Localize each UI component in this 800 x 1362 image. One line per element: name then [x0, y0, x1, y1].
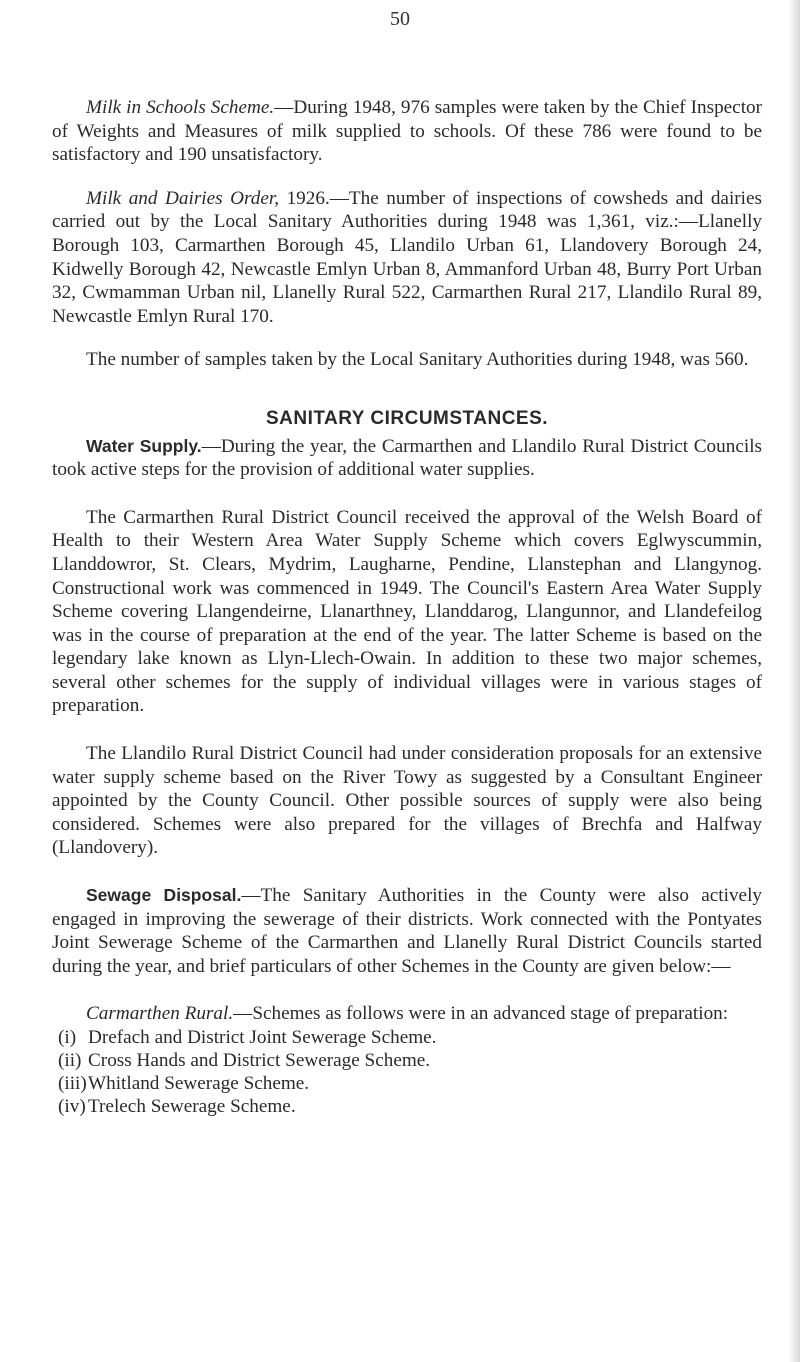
- page-number: 50: [390, 8, 410, 30]
- list-item-number: (ii): [58, 1050, 82, 1071]
- sewage-disposal-paragraph: [52, 884, 762, 978]
- milk-dairies-label: Milk and Dairies Order,: [86, 187, 280, 209]
- water-supply-text: —During the year, the Carmarthen and Llandilo Rural District Councils took active steps for the provision of additional water supplies.: [52, 435, 762, 481]
- milk-in-schools-paragraph: [52, 96, 762, 167]
- milk-dairies-paragraph: [52, 187, 762, 329]
- list-item: [58, 1072, 762, 1095]
- section-heading: SANITARY CIRCUMSTANCES.: [265, 407, 549, 429]
- list-item-number: (i): [58, 1027, 77, 1048]
- samples-paragraph: The number of samples taken by the Local Sanitary Authorities during 1948, was 560.: [86, 349, 749, 371]
- carmarthen-water-paragraph: The Carmarthen Rural District Council received the approval of the Welsh Board of Health to their Western Area Water Supply Scheme which covers Eglwyscummin, Llanddowror, St. Clears, Mydrim, Laugharne, Pendine, Llanstephan and Llangynog. Constructional work was commenced in 1949. The Council's Eastern Area Water Supply Scheme covering Llangendeirne, Llanarthney, Llanddarog, Llangunnor, and Llandefeilog was in the course of preparation at the end of the year. The latter Scheme is based on the legendary lake known as Llyn-Llech-Owain. In addition to these two major schemes, several other schemes for the supply of individual villages were in various stages of preparation.: [52, 506, 762, 717]
- list-item: [58, 1026, 762, 1049]
- sewage-disposal-label: Sewage Disposal.: [86, 885, 242, 906]
- scheme-list: [52, 1026, 762, 1118]
- list-item-text: Trelech Sewerage Scheme.: [88, 1096, 296, 1117]
- water-supply-label: Water Supply.: [86, 435, 202, 456]
- milk-in-schools-text: —During 1948, 976 samples were taken by the Chief Inspector of Weights and Measures of milk supplied to schools. Of these 786 were found to be satisfactory and 190 unsatisfactory.: [52, 97, 763, 166]
- page-edge-shadow: [788, 0, 800, 1362]
- list-item: [58, 1049, 762, 1072]
- list-item-text: Whitland Sewerage Scheme.: [88, 1073, 310, 1094]
- list-item-number: (iii): [58, 1073, 87, 1094]
- carmarthen-rural-paragraph: [52, 1002, 762, 1026]
- list-item-text: Drefach and District Joint Sewerage Scheme.: [88, 1027, 437, 1048]
- list-item-text: Cross Hands and District Sewerage Scheme.: [88, 1050, 431, 1071]
- water-supply-paragraph: [52, 435, 762, 482]
- milk-dairies-text: 1926.—The number of inspections of cowsheds and dairies carried out by the Local Sanitary Authorities during 1948 was 1,361, viz.:—Llanelly Borough 103, Carmarthen Borough 45, Llandilo Urban 61, Llandovery Borough 24, Kidwelly Borough 42, Newcastle Emlyn Urban 8, Ammanford Urban 48, Burry Port Urban 32, Cwmamman Urban nil, Llanelly Rural 522, Carmarthen Rural 217, Llandilo Rural 89, Newcastle Emlyn Rural 170.: [52, 187, 762, 327]
- list-item-number: (iv): [58, 1096, 86, 1117]
- list-item: [58, 1095, 762, 1118]
- llandilo-water-paragraph: The Llandilo Rural District Council had under consideration proposals for an extensive water supply scheme based on the River Towy as suggested by a Consultant Engineer appointed by the County Council. Other possible sources of supply were also being considered. Schemes were also prepared for the villages of Brechfa and Halfway (Llandovery).: [52, 743, 762, 859]
- carmarthen-rural-label: Carmarthen Rural.: [86, 1003, 234, 1025]
- sewage-disposal-text: —The Sanitary Authorities in the County were also actively engaged in improving the sewerage of their districts. Work connected with the Pontyates Joint Sewerage Scheme of the Carmarthen and Llanelly Rural District Councils started during the year, and brief particulars of other Schemes in the County are given below:—: [52, 885, 762, 977]
- milk-in-schools-label: Milk in Schools Scheme.: [86, 97, 275, 118]
- carmarthen-rural-text: —Schemes as follows were in an advanced stage of preparation:: [233, 1003, 729, 1025]
- page-body: [52, 96, 762, 1118]
